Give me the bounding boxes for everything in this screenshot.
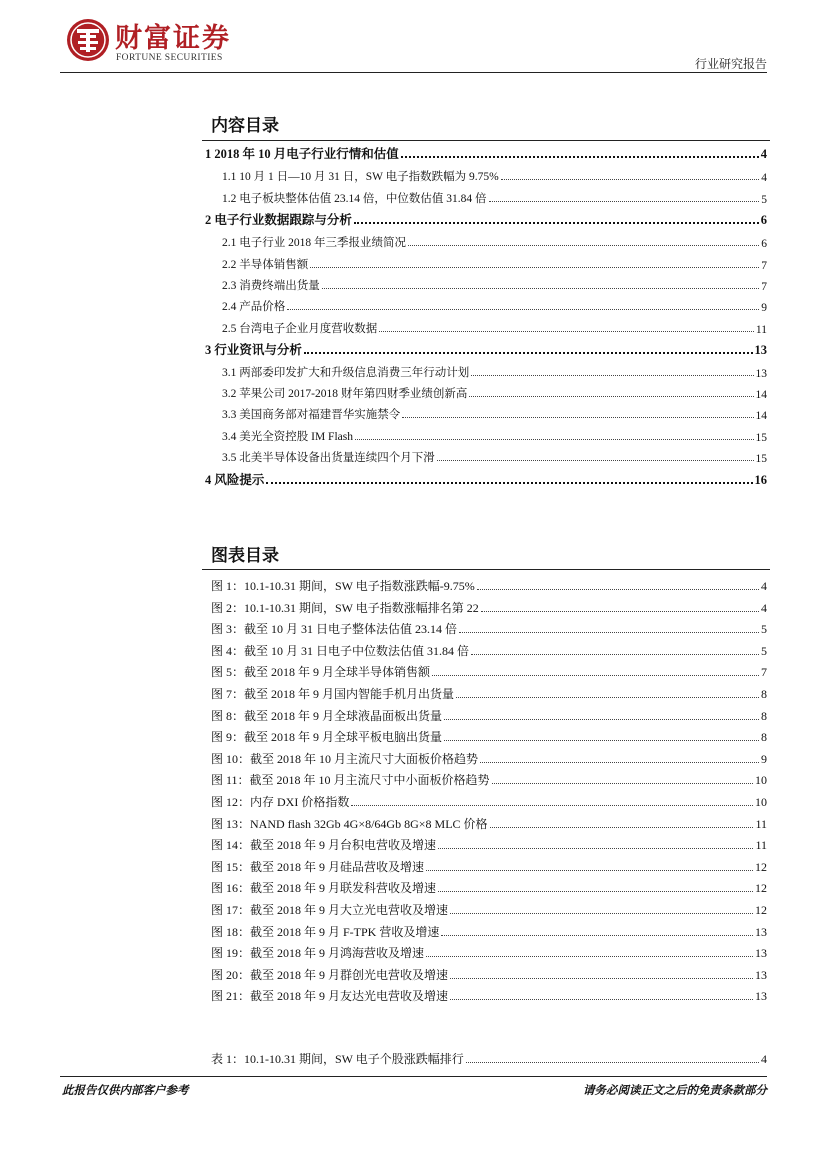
dot-leader [466,1062,759,1063]
dot-leader [492,783,753,784]
dot-leader [426,956,753,957]
toc-section-entry[interactable] [205,212,767,228]
toc-subsection-entry[interactable] [222,277,767,293]
dot-leader [456,697,759,698]
toc-section-entry-page-number: 6 [760,213,767,227]
toc-subsection-entry-label: 3.4 美光全资控股 IM Flash [222,431,353,443]
toc-subsection-entry[interactable] [222,428,767,444]
toc-subsection-entry-page-number: 14 [755,389,767,401]
figures-title-divider [202,569,770,570]
fortune-securities-logo-icon [66,18,110,62]
toc-subsection-entry-label: 1.2 电子板块整体估值 23.14 倍，中位数估值 31.84 倍 [222,193,487,205]
figure-entry-page-number: 12 [755,903,767,917]
toc-subsection-entry-label: 2.3 消费终端出货量 [222,280,320,292]
figure-entry-label: 图 20：截至 2018 年 9 月群创光电营收及增速 [211,967,449,982]
toc-subsection-entry-page-number: 5 [761,194,767,206]
toc-subsection-entry[interactable] [222,449,767,465]
figure-entry[interactable] [211,902,767,918]
figure-entry-label: 图 10：截至 2018 年 10 月主流尺寸大面板价格趋势 [211,751,479,766]
dot-leader [489,201,760,202]
toc-section-entry-label: 1 2018 年 10 月电子行业行情和估值 [205,147,399,161]
figure-entry-page-number: 13 [755,967,767,982]
footer-disclaimer-right: 请务必阅读正文之后的免责条款部分 [583,1083,767,1097]
dot-leader [444,740,759,741]
dot-leader [354,222,759,224]
figure-entry-label: 图 19：截至 2018 年 9 月鸿海营收及增速 [211,946,425,961]
figure-entry-label: 图 4：截至 10 月 31 日电子中位数法估值 31.84 倍 [211,643,470,658]
dot-leader [432,675,759,676]
toc-subsection-entry-page-number: 13 [755,368,767,380]
toc-subsection-entry-page-number: 15 [755,453,767,465]
toc-section-entry-label: 2 电子行业数据跟踪与分析 [205,213,352,227]
figure-entry-label: 图 3：截至 10 月 31 日电子整体法估值 23.14 倍 [211,622,458,637]
dot-leader [469,396,753,397]
figure-entry-page-number: 12 [755,859,767,874]
dot-leader [322,288,760,289]
toc-subsection-entry-label: 3.1 两部委印发扩大和升级信息消费三年行动计划 [222,367,470,379]
figure-entry-label: 图 7：截至 2018 年 9 月国内智能手机月出货量 [211,687,455,701]
dot-leader [437,460,754,461]
toc-subsection-entry[interactable] [222,168,767,184]
figure-entry-page-number: 8 [761,730,767,745]
figure-entry[interactable] [211,945,767,961]
figure-entry[interactable] [211,880,767,896]
dot-leader [450,978,753,979]
toc-subsection-entry[interactable] [222,298,767,314]
figure-entry-page-number: 11 [755,838,767,853]
table-entry[interactable] [211,1051,767,1067]
toc-subsection-entry-page-number: 11 [755,324,767,336]
figure-entry-label: 图 17：截至 2018 年 9 月大立光电营收及增速 [211,903,449,917]
dot-leader [287,309,759,310]
figure-entry-label: 图 13：NAND flash 32Gb 4G×8/64Gb 8G×8 MLC 价格 [211,816,488,831]
dot-leader [459,632,759,633]
figure-entry-page-number: 12 [755,881,767,896]
table-entry-label: 表 1：10.1-10.31 期间，SW 电子个股涨跌幅排行 [211,1052,464,1066]
toc-subsection-entry[interactable] [222,406,767,422]
toc-subsection-entry[interactable] [222,190,767,206]
report-type-label: 行业研究报告 [694,57,767,71]
toc-subsection-entry[interactable] [222,256,767,272]
dot-leader [304,352,753,354]
figure-entry[interactable] [211,643,767,659]
figure-entry[interactable] [211,578,767,594]
figure-entry-page-number: 4 [761,579,767,593]
figure-entry-page-number: 10 [755,773,767,788]
dot-leader [471,375,753,376]
dot-leader [402,417,753,418]
toc-subsection-entry-page-number: 15 [755,432,767,444]
figure-entry-page-number: 13 [755,989,767,1004]
dot-leader [481,611,759,612]
toc-section-entry[interactable] [205,146,767,162]
toc-section-entry[interactable] [205,472,767,488]
brand-name-en: FORTUNE SECURITIES [116,53,223,63]
figure-entry-page-number: 8 [761,687,767,701]
dot-leader [490,827,754,828]
toc-subsection-entry-label: 2.1 电子行业 2018 年三季报业绩简况 [222,237,406,249]
toc-subsection-entry-page-number: 6 [761,238,767,250]
dot-leader [438,891,753,892]
figure-entry-page-number: 10 [755,795,767,809]
footer-divider [60,1076,767,1077]
toc-subsection-entry-label: 2.4 产品价格 [222,301,286,313]
toc-subsection-entry-label: 3.3 美国商务部对福建晋华实施禁令 [222,409,401,421]
page-header [0,0,827,80]
figure-entry[interactable] [211,600,767,616]
figure-entry[interactable] [211,621,767,637]
brand-name-cn: 财富证券 [115,23,231,54]
figure-entry-page-number: 4 [761,600,767,615]
toc-title: 内容目录 [211,116,279,136]
figure-entry-page-number: 5 [761,643,767,658]
figure-entry-page-number: 13 [755,946,767,961]
figure-entry[interactable] [211,837,767,853]
figure-entry-page-number: 5 [761,622,767,637]
figure-entry-label: 图 14：截至 2018 年 9 月台积电营收及增速 [211,838,437,853]
figure-entry[interactable] [211,859,767,875]
figure-entry[interactable] [211,729,767,745]
toc-subsection-entry-label: 3.2 苹果公司 2017-2018 财年第四财季业绩创新高 [222,388,468,400]
dot-leader [480,762,759,763]
dot-leader [355,439,754,440]
dot-leader [444,719,759,720]
toc-subsection-entry-page-number: 7 [761,260,767,272]
toc-subsection-entry-label: 3.5 北美半导体设备出货量连续四个月下滑 [222,452,435,464]
toc-subsection-entry-page-number: 9 [761,302,767,314]
toc-subsection-entry-page-number: 7 [761,281,767,293]
dot-leader [310,267,759,268]
footer-disclaimer-left: 此报告仅供内部客户参考 [62,1083,189,1097]
toc-section-entry-page-number: 16 [754,473,767,487]
figure-entry[interactable] [211,772,767,788]
toc-subsection-entry-page-number: 4 [761,172,767,184]
figure-entry-label: 图 12：内存 DXI 价格指数 [211,795,350,809]
toc-title-divider [202,140,770,141]
figure-entry-label: 图 16：截至 2018 年 9 月联发科营收及增速 [211,881,437,896]
dot-leader [501,179,760,180]
figure-entry-page-number: 13 [755,924,767,939]
figure-entry[interactable] [211,686,767,702]
figure-entry[interactable] [211,664,767,680]
figure-entry-label: 图 21：截至 2018 年 9 月友达光电营收及增速 [211,989,449,1004]
toc-subsection-entry[interactable] [222,320,767,336]
figure-entry[interactable] [211,794,767,810]
toc-subsection-entry[interactable] [222,385,767,401]
toc-section-entry-page-number: 4 [760,147,767,161]
figure-entry-label: 图 5：截至 2018 年 9 月全球半导体销售额 [211,665,431,680]
dot-leader [401,156,759,158]
figure-entry[interactable] [211,924,767,940]
figure-entry-page-number: 9 [761,751,767,766]
dot-leader [379,331,754,332]
figure-entry-label: 图 8：截至 2018 年 9 月全球液晶面板出货量 [211,708,443,723]
toc-section-entry-page-number: 13 [754,343,767,357]
dot-leader [450,999,753,1000]
figure-entry[interactable] [211,988,767,1004]
figure-entry-page-number: 7 [761,665,767,680]
figure-entry-page-number: 11 [755,816,767,831]
figure-entry-label: 图 2：10.1-10.31 期间，SW 电子指数涨幅排名第 22 [211,600,479,615]
dot-leader [266,482,752,484]
dot-leader [351,805,753,806]
dot-leader [450,913,753,914]
figures-title: 图表目录 [211,546,279,566]
toc-section-entry-label: 4 风险提示 [205,473,265,487]
dot-leader [477,589,759,590]
dot-leader [471,654,759,655]
toc-subsection-entry-page-number: 14 [755,410,767,422]
dot-leader [408,245,759,246]
figure-entry-label: 图 18：截至 2018 年 9 月 F-TPK 营收及增速 [211,924,440,939]
toc-subsection-entry-label: 1.1 10 月 1 日—10 月 31 日，SW 电子指数跌幅为 9.75% [222,171,499,183]
dot-leader [441,935,753,936]
toc-subsection-entry[interactable] [222,364,767,380]
figure-entry[interactable] [211,816,767,832]
toc-section-entry-label: 3 行业资讯与分析 [205,343,302,357]
header-divider [60,72,767,73]
figure-entry[interactable] [211,708,767,724]
table-entry-page-number: 4 [761,1052,767,1066]
figure-entry-label: 图 11：截至 2018 年 10 月主流尺寸中小面板价格趋势 [211,773,490,788]
figure-entry-label: 图 15：截至 2018 年 9 月硅品营收及增速 [211,859,425,874]
figure-entry-label: 图 1：10.1-10.31 期间，SW 电子指数涨跌幅-9.75% [211,579,475,593]
dot-leader [426,870,753,871]
toc-subsection-entry[interactable] [222,234,767,250]
figure-entry[interactable] [211,751,767,767]
toc-subsection-entry-label: 2.2 半导体销售额 [222,259,309,271]
figure-entry-label: 图 9：截至 2018 年 9 月全球平板电脑出货量 [211,730,443,745]
dot-leader [438,848,753,849]
figure-entry-page-number: 8 [761,708,767,723]
figure-entry[interactable] [211,967,767,983]
toc-subsection-entry-label: 2.5 台湾电子企业月度营收数据 [222,323,378,335]
toc-section-entry[interactable] [205,342,767,358]
